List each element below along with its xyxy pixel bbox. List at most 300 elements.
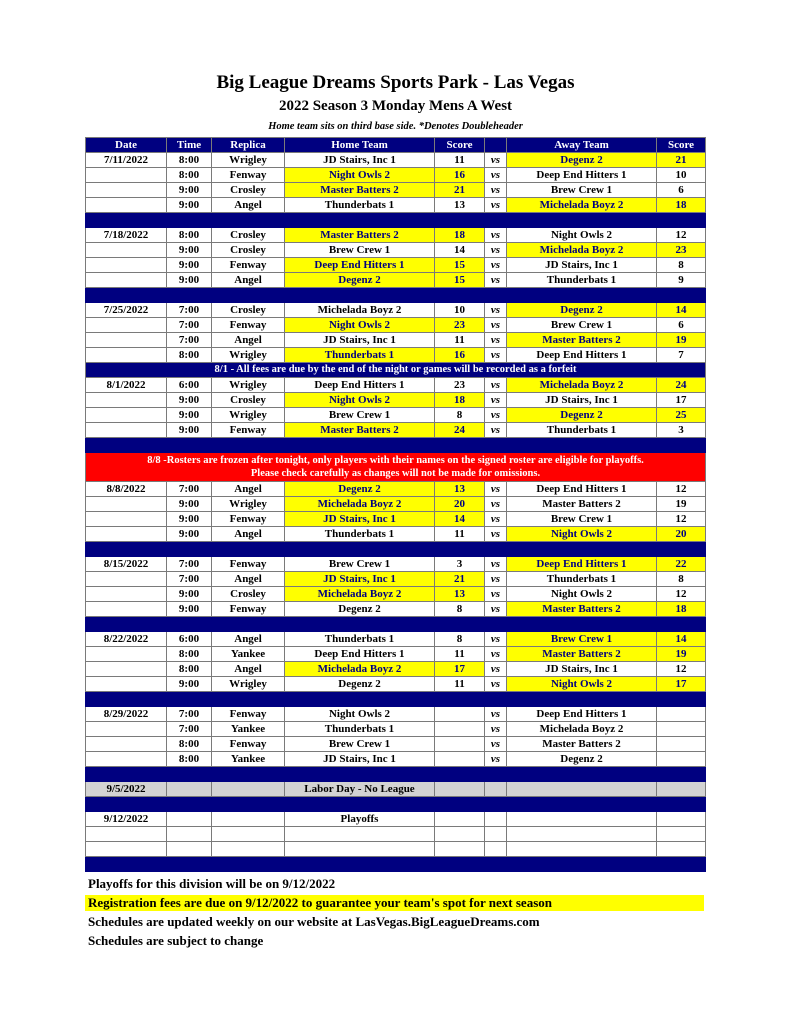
away-score-cell: [657, 827, 706, 842]
vs-cell: vs: [485, 333, 507, 348]
away-score-cell: [657, 842, 706, 857]
away-team-cell: Master Batters 2: [507, 737, 657, 752]
date-cell: [86, 737, 167, 752]
away-score-cell: 24: [657, 378, 706, 393]
date-cell: [86, 497, 167, 512]
home-score-cell: 11: [435, 153, 485, 168]
home-score-cell: [435, 722, 485, 737]
away-score-cell: 22: [657, 557, 706, 572]
away-score-cell: 12: [657, 228, 706, 243]
table-row: [86, 647, 706, 662]
vs-cell: vs: [485, 482, 507, 497]
vs-cell: vs: [485, 722, 507, 737]
away-score-cell: 3: [657, 423, 706, 438]
field-cell: [212, 782, 285, 797]
table-row: [86, 333, 706, 348]
roster-warning: [86, 453, 706, 482]
away-team-cell: Master Batters 2: [507, 647, 657, 662]
time-cell: 7:00: [167, 722, 212, 737]
roster-warning-line1: 8/8 -Rosters are frozen after tonight, only players with their names on the signed roster are eligible for playoffs.: [147, 455, 644, 466]
date-cell: [86, 258, 167, 273]
time-cell: 7:00: [167, 572, 212, 587]
home-team-cell: Degenz 2: [285, 602, 435, 617]
away-team-cell: Degenz 2: [507, 408, 657, 423]
footer-disclaimer: Schedules are subject to change: [88, 933, 264, 948]
home-team-cell: Master Batters 2: [285, 423, 435, 438]
away-score-cell: 12: [657, 482, 706, 497]
schedule-note: Home team sits on third base side. *Denotes Doubleheader: [268, 121, 523, 132]
away-score-cell: 10: [657, 168, 706, 183]
field-cell: Angel: [212, 572, 285, 587]
away-score-cell: 18: [657, 198, 706, 213]
field-cell: Wrigley: [212, 677, 285, 692]
away-score-cell: [657, 722, 706, 737]
away-team-cell: Master Batters 2: [507, 333, 657, 348]
date-cell: 7/25/2022: [86, 303, 167, 318]
away-team-cell: Night Owls 2: [507, 527, 657, 542]
time-cell: 9:00: [167, 258, 212, 273]
schedule-body: [86, 153, 706, 872]
field-cell: Angel: [212, 632, 285, 647]
separator-row: [86, 542, 706, 557]
home-team-cell: Night Owls 2: [285, 393, 435, 408]
date-cell: [86, 183, 167, 198]
vs-cell: vs: [485, 378, 507, 393]
vs-cell: [485, 827, 507, 842]
away-score-cell: 14: [657, 303, 706, 318]
time-cell: 9:00: [167, 512, 212, 527]
away-score-cell: 19: [657, 333, 706, 348]
field-cell: Crosley: [212, 587, 285, 602]
time-cell: [167, 812, 212, 827]
table-row: [86, 512, 706, 527]
date-cell: [86, 333, 167, 348]
time-cell: 7:00: [167, 303, 212, 318]
home-team-cell: JD Stairs, Inc 1: [285, 512, 435, 527]
away-team-cell: Degenz 2: [507, 153, 657, 168]
separator-row: [86, 797, 706, 812]
field-cell: Fenway: [212, 707, 285, 722]
separator-cell: [86, 767, 706, 782]
home-score-cell: 14: [435, 243, 485, 258]
separator-cell: [86, 213, 706, 228]
field-cell: Crosley: [212, 393, 285, 408]
away-team-cell: [507, 782, 657, 797]
away-score-cell: 6: [657, 318, 706, 333]
field-cell: Crosley: [212, 228, 285, 243]
footer-registration: Registration fees are due on 9/12/2022 to guarantee your team's spot for next season: [85, 895, 704, 911]
home-team-cell: Deep End Hitters 1: [285, 647, 435, 662]
time-cell: 8:00: [167, 348, 212, 363]
time-cell: 8:00: [167, 737, 212, 752]
field-cell: Yankee: [212, 722, 285, 737]
event-cell: [285, 842, 435, 857]
vs-cell: vs: [485, 557, 507, 572]
away-score-cell: [657, 737, 706, 752]
date-cell: [86, 827, 167, 842]
time-cell: 9:00: [167, 198, 212, 213]
date-cell: 9/12/2022: [86, 812, 167, 827]
vs-cell: vs: [485, 512, 507, 527]
home-score-cell: 18: [435, 393, 485, 408]
away-score-cell: 8: [657, 572, 706, 587]
away-team-cell: Michelada Boyz 2: [507, 722, 657, 737]
time-cell: 9:00: [167, 497, 212, 512]
date-cell: [86, 602, 167, 617]
home-score-cell: 8: [435, 408, 485, 423]
field-cell: [212, 827, 285, 842]
fee-notice-row: [86, 363, 706, 378]
separator-row: [86, 857, 706, 872]
time-cell: 8:00: [167, 153, 212, 168]
time-cell: 9:00: [167, 243, 212, 258]
time-cell: 9:00: [167, 273, 212, 288]
table-row: [86, 423, 706, 438]
away-score-cell: 9: [657, 273, 706, 288]
away-team-cell: Deep End Hitters 1: [507, 348, 657, 363]
home-score-cell: 15: [435, 258, 485, 273]
field-cell: Angel: [212, 527, 285, 542]
vs-cell: vs: [485, 153, 507, 168]
separator-cell: [86, 617, 706, 632]
table-row: [86, 153, 706, 168]
home-score-cell: [435, 707, 485, 722]
away-score-cell: 8: [657, 258, 706, 273]
home-score-cell: [435, 842, 485, 857]
away-team-cell: Master Batters 2: [507, 602, 657, 617]
away-team-cell: Thunderbats 1: [507, 572, 657, 587]
col-header-home-team: Home Team: [285, 138, 435, 153]
vs-cell: vs: [485, 602, 507, 617]
home-team-cell: Brew Crew 1: [285, 243, 435, 258]
home-team-cell: Degenz 2: [285, 677, 435, 692]
field-cell: Yankee: [212, 752, 285, 767]
separator-row: [86, 767, 706, 782]
roster-warning-line2: Please check carefully as changes will not be made for omissions.: [250, 468, 541, 479]
date-cell: [86, 587, 167, 602]
vs-cell: vs: [485, 348, 507, 363]
time-cell: 8:00: [167, 168, 212, 183]
home-score-cell: 11: [435, 647, 485, 662]
table-row: [86, 662, 706, 677]
vs-cell: vs: [485, 572, 507, 587]
away-score-cell: 19: [657, 497, 706, 512]
home-team-cell: JD Stairs, Inc 1: [285, 333, 435, 348]
table-header-row: [86, 138, 706, 153]
away-team-cell: Night Owls 2: [507, 677, 657, 692]
away-score-cell: 6: [657, 183, 706, 198]
date-cell: [86, 842, 167, 857]
time-cell: [167, 827, 212, 842]
time-cell: 8:00: [167, 647, 212, 662]
time-cell: 9:00: [167, 677, 212, 692]
date-cell: [86, 647, 167, 662]
time-cell: 8:00: [167, 228, 212, 243]
table-row: [86, 497, 706, 512]
table-row: [86, 198, 706, 213]
vs-cell: vs: [485, 707, 507, 722]
home-team-cell: Thunderbats 1: [285, 527, 435, 542]
table-row: [86, 677, 706, 692]
page-subtitle: 2022 Season 3 Monday Mens A West: [278, 98, 513, 114]
footer-playoffs: Playoffs for this division will be on 9/12/2022: [88, 876, 336, 891]
home-score-cell: 24: [435, 423, 485, 438]
home-score-cell: 13: [435, 587, 485, 602]
away-score-cell: [657, 752, 706, 767]
home-score-cell: 8: [435, 632, 485, 647]
date-cell: [86, 677, 167, 692]
vs-cell: vs: [485, 258, 507, 273]
field-cell: Angel: [212, 198, 285, 213]
home-score-cell: 10: [435, 303, 485, 318]
separator-row: [86, 692, 706, 707]
date-cell: [86, 572, 167, 587]
separator-cell: [86, 288, 706, 303]
playoff-row: [86, 827, 706, 842]
schedule-table: [85, 137, 706, 872]
time-cell: 9:00: [167, 423, 212, 438]
time-cell: 9:00: [167, 183, 212, 198]
away-team-cell: Brew Crew 1: [507, 512, 657, 527]
table-row: [86, 348, 706, 363]
time-cell: 7:00: [167, 557, 212, 572]
field-cell: Wrigley: [212, 378, 285, 393]
home-team-cell: Thunderbats 1: [285, 348, 435, 363]
roster-warning-row: [86, 453, 706, 482]
field-cell: Fenway: [212, 258, 285, 273]
home-score-cell: 13: [435, 482, 485, 497]
vs-cell: vs: [485, 273, 507, 288]
date-cell: 8/29/2022: [86, 707, 167, 722]
away-team-cell: JD Stairs, Inc 1: [507, 393, 657, 408]
vs-cell: vs: [485, 423, 507, 438]
table-row: [86, 722, 706, 737]
time-cell: 9:00: [167, 602, 212, 617]
date-cell: [86, 752, 167, 767]
home-team-cell: Degenz 2: [285, 482, 435, 497]
away-score-cell: 14: [657, 632, 706, 647]
time-cell: [167, 842, 212, 857]
home-team-cell: Michelada Boyz 2: [285, 497, 435, 512]
home-team-cell: JD Stairs, Inc 1: [285, 153, 435, 168]
table-row: [86, 318, 706, 333]
page-title: Big League Dreams Sports Park - Las Vegas: [216, 72, 575, 93]
separator-row: [86, 617, 706, 632]
home-score-cell: 3: [435, 557, 485, 572]
away-score-cell: 17: [657, 677, 706, 692]
away-team-cell: JD Stairs, Inc 1: [507, 662, 657, 677]
home-score-cell: 11: [435, 677, 485, 692]
time-cell: 9:00: [167, 393, 212, 408]
time-cell: 7:00: [167, 482, 212, 497]
separator-cell: [86, 857, 706, 872]
table-row: [86, 378, 706, 393]
event-cell: Labor Day - No League: [285, 782, 435, 797]
home-score-cell: 8: [435, 602, 485, 617]
date-cell: [86, 423, 167, 438]
field-cell: Crosley: [212, 243, 285, 258]
time-cell: 7:00: [167, 333, 212, 348]
separator-row: [86, 438, 706, 453]
home-score-cell: [435, 737, 485, 752]
vs-cell: vs: [485, 737, 507, 752]
time-cell: 6:00: [167, 632, 212, 647]
field-cell: [212, 842, 285, 857]
col-header-vs: [485, 138, 507, 153]
away-team-cell: Brew Crew 1: [507, 183, 657, 198]
vs-cell: vs: [485, 408, 507, 423]
table-row: [86, 183, 706, 198]
away-team-cell: Deep End Hitters 1: [507, 557, 657, 572]
home-team-cell: Degenz 2: [285, 273, 435, 288]
field-cell: Fenway: [212, 557, 285, 572]
home-team-cell: Brew Crew 1: [285, 557, 435, 572]
home-score-cell: [435, 812, 485, 827]
vs-cell: [485, 842, 507, 857]
col-header-date: Date: [86, 138, 167, 153]
home-team-cell: Deep End Hitters 1: [285, 378, 435, 393]
field-cell: Wrigley: [212, 408, 285, 423]
home-team-cell: Night Owls 2: [285, 168, 435, 183]
separator-row: [86, 288, 706, 303]
field-cell: Angel: [212, 333, 285, 348]
table-row: [86, 273, 706, 288]
field-cell: Yankee: [212, 647, 285, 662]
away-team-cell: Brew Crew 1: [507, 632, 657, 647]
field-cell: Fenway: [212, 423, 285, 438]
home-score-cell: 17: [435, 662, 485, 677]
away-team-cell: [507, 842, 657, 857]
vs-cell: vs: [485, 587, 507, 602]
time-cell: 7:00: [167, 707, 212, 722]
home-team-cell: Michelada Boyz 2: [285, 662, 435, 677]
table-row: [86, 168, 706, 183]
away-score-cell: [657, 812, 706, 827]
table-row: [86, 737, 706, 752]
away-team-cell: Michelada Boyz 2: [507, 243, 657, 258]
field-cell: Angel: [212, 273, 285, 288]
field-cell: Fenway: [212, 512, 285, 527]
date-cell: [86, 198, 167, 213]
away-team-cell: [507, 827, 657, 842]
separator-cell: [86, 692, 706, 707]
home-team-cell: Thunderbats 1: [285, 722, 435, 737]
fee-notice: 8/1 - All fees are due by the end of the night or games will be recorded as a forfeit: [86, 363, 706, 378]
home-score-cell: 21: [435, 572, 485, 587]
away-team-cell: Night Owls 2: [507, 228, 657, 243]
away-team-cell: Michelada Boyz 2: [507, 378, 657, 393]
away-team-cell: Brew Crew 1: [507, 318, 657, 333]
home-team-cell: Brew Crew 1: [285, 408, 435, 423]
away-score-cell: 17: [657, 393, 706, 408]
away-score-cell: 7: [657, 348, 706, 363]
time-cell: 9:00: [167, 527, 212, 542]
date-cell: [86, 168, 167, 183]
field-cell: Fenway: [212, 318, 285, 333]
event-cell: [285, 827, 435, 842]
field-cell: [212, 812, 285, 827]
home-team-cell: Michelada Boyz 2: [285, 303, 435, 318]
vs-cell: vs: [485, 752, 507, 767]
col-header-away-team: Away Team: [507, 138, 657, 153]
field-cell: Wrigley: [212, 497, 285, 512]
time-cell: 8:00: [167, 662, 212, 677]
home-score-cell: 14: [435, 512, 485, 527]
away-team-cell: Night Owls 2: [507, 587, 657, 602]
home-score-cell: 16: [435, 348, 485, 363]
separator-row: [86, 213, 706, 228]
home-team-cell: Master Batters 2: [285, 228, 435, 243]
field-cell: Wrigley: [212, 153, 285, 168]
date-cell: 9/5/2022: [86, 782, 167, 797]
home-team-cell: Thunderbats 1: [285, 198, 435, 213]
vs-cell: vs: [485, 198, 507, 213]
table-row: [86, 228, 706, 243]
date-cell: [86, 273, 167, 288]
col-header-home-score: Score: [435, 138, 485, 153]
playoff-row: [86, 812, 706, 827]
away-score-cell: 12: [657, 512, 706, 527]
date-cell: [86, 408, 167, 423]
home-team-cell: Brew Crew 1: [285, 737, 435, 752]
home-team-cell: Michelada Boyz 2: [285, 587, 435, 602]
field-cell: Fenway: [212, 602, 285, 617]
time-cell: 6:00: [167, 378, 212, 393]
vs-cell: vs: [485, 527, 507, 542]
away-team-cell: Master Batters 2: [507, 497, 657, 512]
field-cell: Wrigley: [212, 348, 285, 363]
home-score-cell: [435, 782, 485, 797]
away-score-cell: 25: [657, 408, 706, 423]
field-cell: Crosley: [212, 183, 285, 198]
time-cell: 7:00: [167, 318, 212, 333]
table-row: [86, 587, 706, 602]
table-row: [86, 393, 706, 408]
date-cell: [86, 318, 167, 333]
home-score-cell: 23: [435, 318, 485, 333]
away-team-cell: Deep End Hitters 1: [507, 168, 657, 183]
time-cell: 9:00: [167, 587, 212, 602]
field-cell: Angel: [212, 662, 285, 677]
time-cell: 9:00: [167, 408, 212, 423]
vs-cell: vs: [485, 228, 507, 243]
home-team-cell: Deep End Hitters 1: [285, 258, 435, 273]
col-header-away-score: Score: [657, 138, 706, 153]
separator-cell: [86, 542, 706, 557]
playoff-row: [86, 842, 706, 857]
table-row: [86, 752, 706, 767]
date-cell: [86, 393, 167, 408]
table-row: [86, 258, 706, 273]
home-score-cell: 15: [435, 273, 485, 288]
away-score-cell: 12: [657, 662, 706, 677]
away-team-cell: Deep End Hitters 1: [507, 482, 657, 497]
away-score-cell: 12: [657, 587, 706, 602]
table-row: [86, 557, 706, 572]
away-team-cell: Degenz 2: [507, 303, 657, 318]
date-cell: 8/22/2022: [86, 632, 167, 647]
vs-cell: vs: [485, 243, 507, 258]
vs-cell: vs: [485, 647, 507, 662]
vs-cell: vs: [485, 303, 507, 318]
event-cell: Playoffs: [285, 812, 435, 827]
table-row: [86, 707, 706, 722]
home-team-cell: Master Batters 2: [285, 183, 435, 198]
away-score-cell: 21: [657, 153, 706, 168]
table-row: [86, 303, 706, 318]
away-team-cell: Thunderbats 1: [507, 273, 657, 288]
vs-cell: vs: [485, 677, 507, 692]
